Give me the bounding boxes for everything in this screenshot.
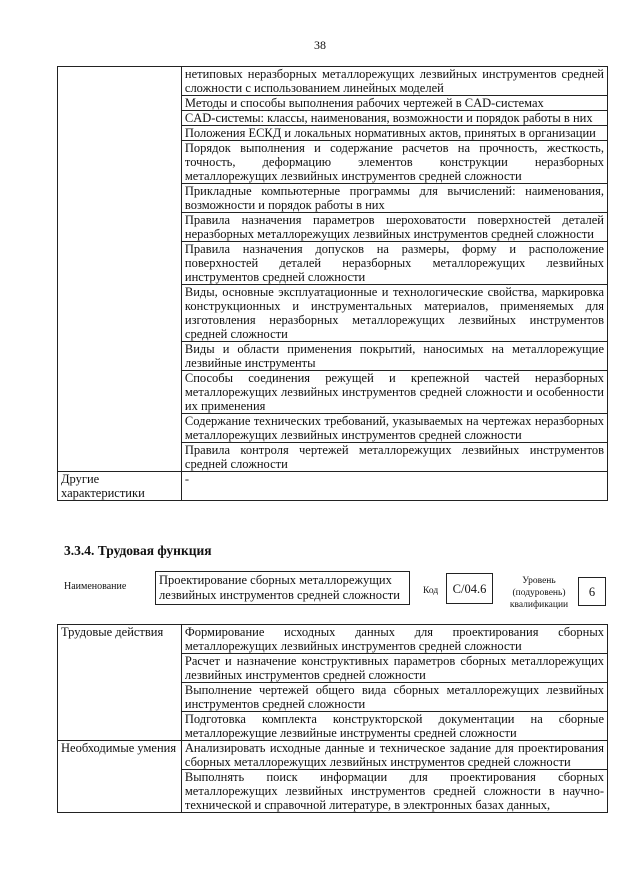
function-table bbox=[57, 624, 608, 813]
qualification-level-label: Уровень (подуровень) квалификации bbox=[509, 576, 569, 610]
function-name-box: Проектирование сборных металлорежущих лезвийных инструментов средней сложности bbox=[155, 571, 410, 605]
table-cell: Выполнение чертежей общего вида сборных металлорежущих лезвийных инструментов средней сложности bbox=[181, 683, 607, 712]
table-cell: CAD-системы: классы, наименования, возможности и порядок работы в них bbox=[181, 111, 607, 126]
table-cell: Методы и способы выполнения рабочих чертежей в CAD-системах bbox=[181, 96, 607, 111]
table-cell: нетиповых неразборных металлорежущих лезвийных инструментов средней сложности с использованием линейных моделей bbox=[181, 67, 607, 96]
table-cell: Виды, основные эксплуатационные и технологические свойства, маркировка конструкционных и инструментальных материалов, применяемых для изготовления неразборных металлорежущих лезвийных инструментов средней сложности bbox=[181, 285, 607, 342]
table-cell: Прикладные компьютерные программы для вычислений: наименования, возможности и порядок работы в них bbox=[181, 184, 607, 213]
qualification-level-box: 6 bbox=[578, 577, 606, 606]
function-code-box: C/04.6 bbox=[446, 573, 493, 604]
table-row bbox=[58, 67, 608, 96]
table-cell: Анализировать исходные данные и техническое задание для проектирования сборных металлорежущих лезвийных инструментов средней сложности bbox=[181, 741, 607, 770]
page-number: 38 bbox=[314, 38, 326, 52]
table-cell: Подготовка комплекта конструкторской документации на сборные металлорежущие лезвийные инструменты средней сложности bbox=[181, 712, 607, 741]
row-label-actions: Трудовые действия bbox=[58, 625, 182, 741]
table-row bbox=[58, 741, 608, 770]
table-cell: Формирование исходных данных для проектирования сборных металлорежущих лезвийных инструментов средней сложности bbox=[181, 625, 607, 654]
table-row bbox=[58, 625, 608, 654]
table-cell: Виды и области применения покрытий, наносимых на металлорежущие лезвийные инструменты bbox=[181, 342, 607, 371]
row-label bbox=[58, 67, 182, 472]
table-cell: Выполнять поиск информации для проектирования сборных металлорежущих лезвийных инструментов средней сложности в научно-технической и справочной литературе, в электронных базах данных, bbox=[181, 770, 607, 813]
row-label-other: Другие характеристики bbox=[58, 472, 182, 501]
function-code-label: Код bbox=[423, 586, 439, 596]
table-cell: Расчет и назначение конструктивных параметров сборных металлорежущих лезвийных инструментов средней сложности bbox=[181, 654, 607, 683]
table-cell: Содержание технических требований, указываемых на чертежах неразборных металлорежущих лезвийных инструментов средней сложности bbox=[181, 414, 607, 443]
function-name-label: Наименование bbox=[64, 581, 127, 592]
table-cell: Правила назначения параметров шероховатости поверхностей деталей неразборных металлорежущих лезвийных инструментов средней сложности bbox=[181, 213, 607, 242]
table-cell: Правила назначения допусков на размеры, форму и расположение поверхностей деталей неразборных металлорежущих лезвийных инструментов средней сложности bbox=[181, 242, 607, 285]
table-cell: - bbox=[181, 472, 607, 501]
section-title: 3.3.4. Трудовая функция bbox=[64, 543, 212, 558]
knowledge-table bbox=[57, 66, 608, 501]
row-label-skills: Необходимые умения bbox=[58, 741, 182, 813]
table-cell: Положения ЕСКД и локальных нормативных актов, принятых в организации bbox=[181, 126, 607, 141]
table-cell: Порядок выполнения и содержание расчетов на прочность, жесткость, точность, деформацию элементов конструкции неразборных металлорежущих лезвийных инструментов средней сложности bbox=[181, 141, 607, 184]
table-cell: Правила контроля чертежей металлорежущих лезвийных инструментов средней сложности bbox=[181, 443, 607, 472]
table-row bbox=[58, 472, 608, 501]
table-cell: Способы соединения режущей и крепежной частей неразборных металлорежущих лезвийных инструментов средней сложности и особенности их применения bbox=[181, 371, 607, 414]
